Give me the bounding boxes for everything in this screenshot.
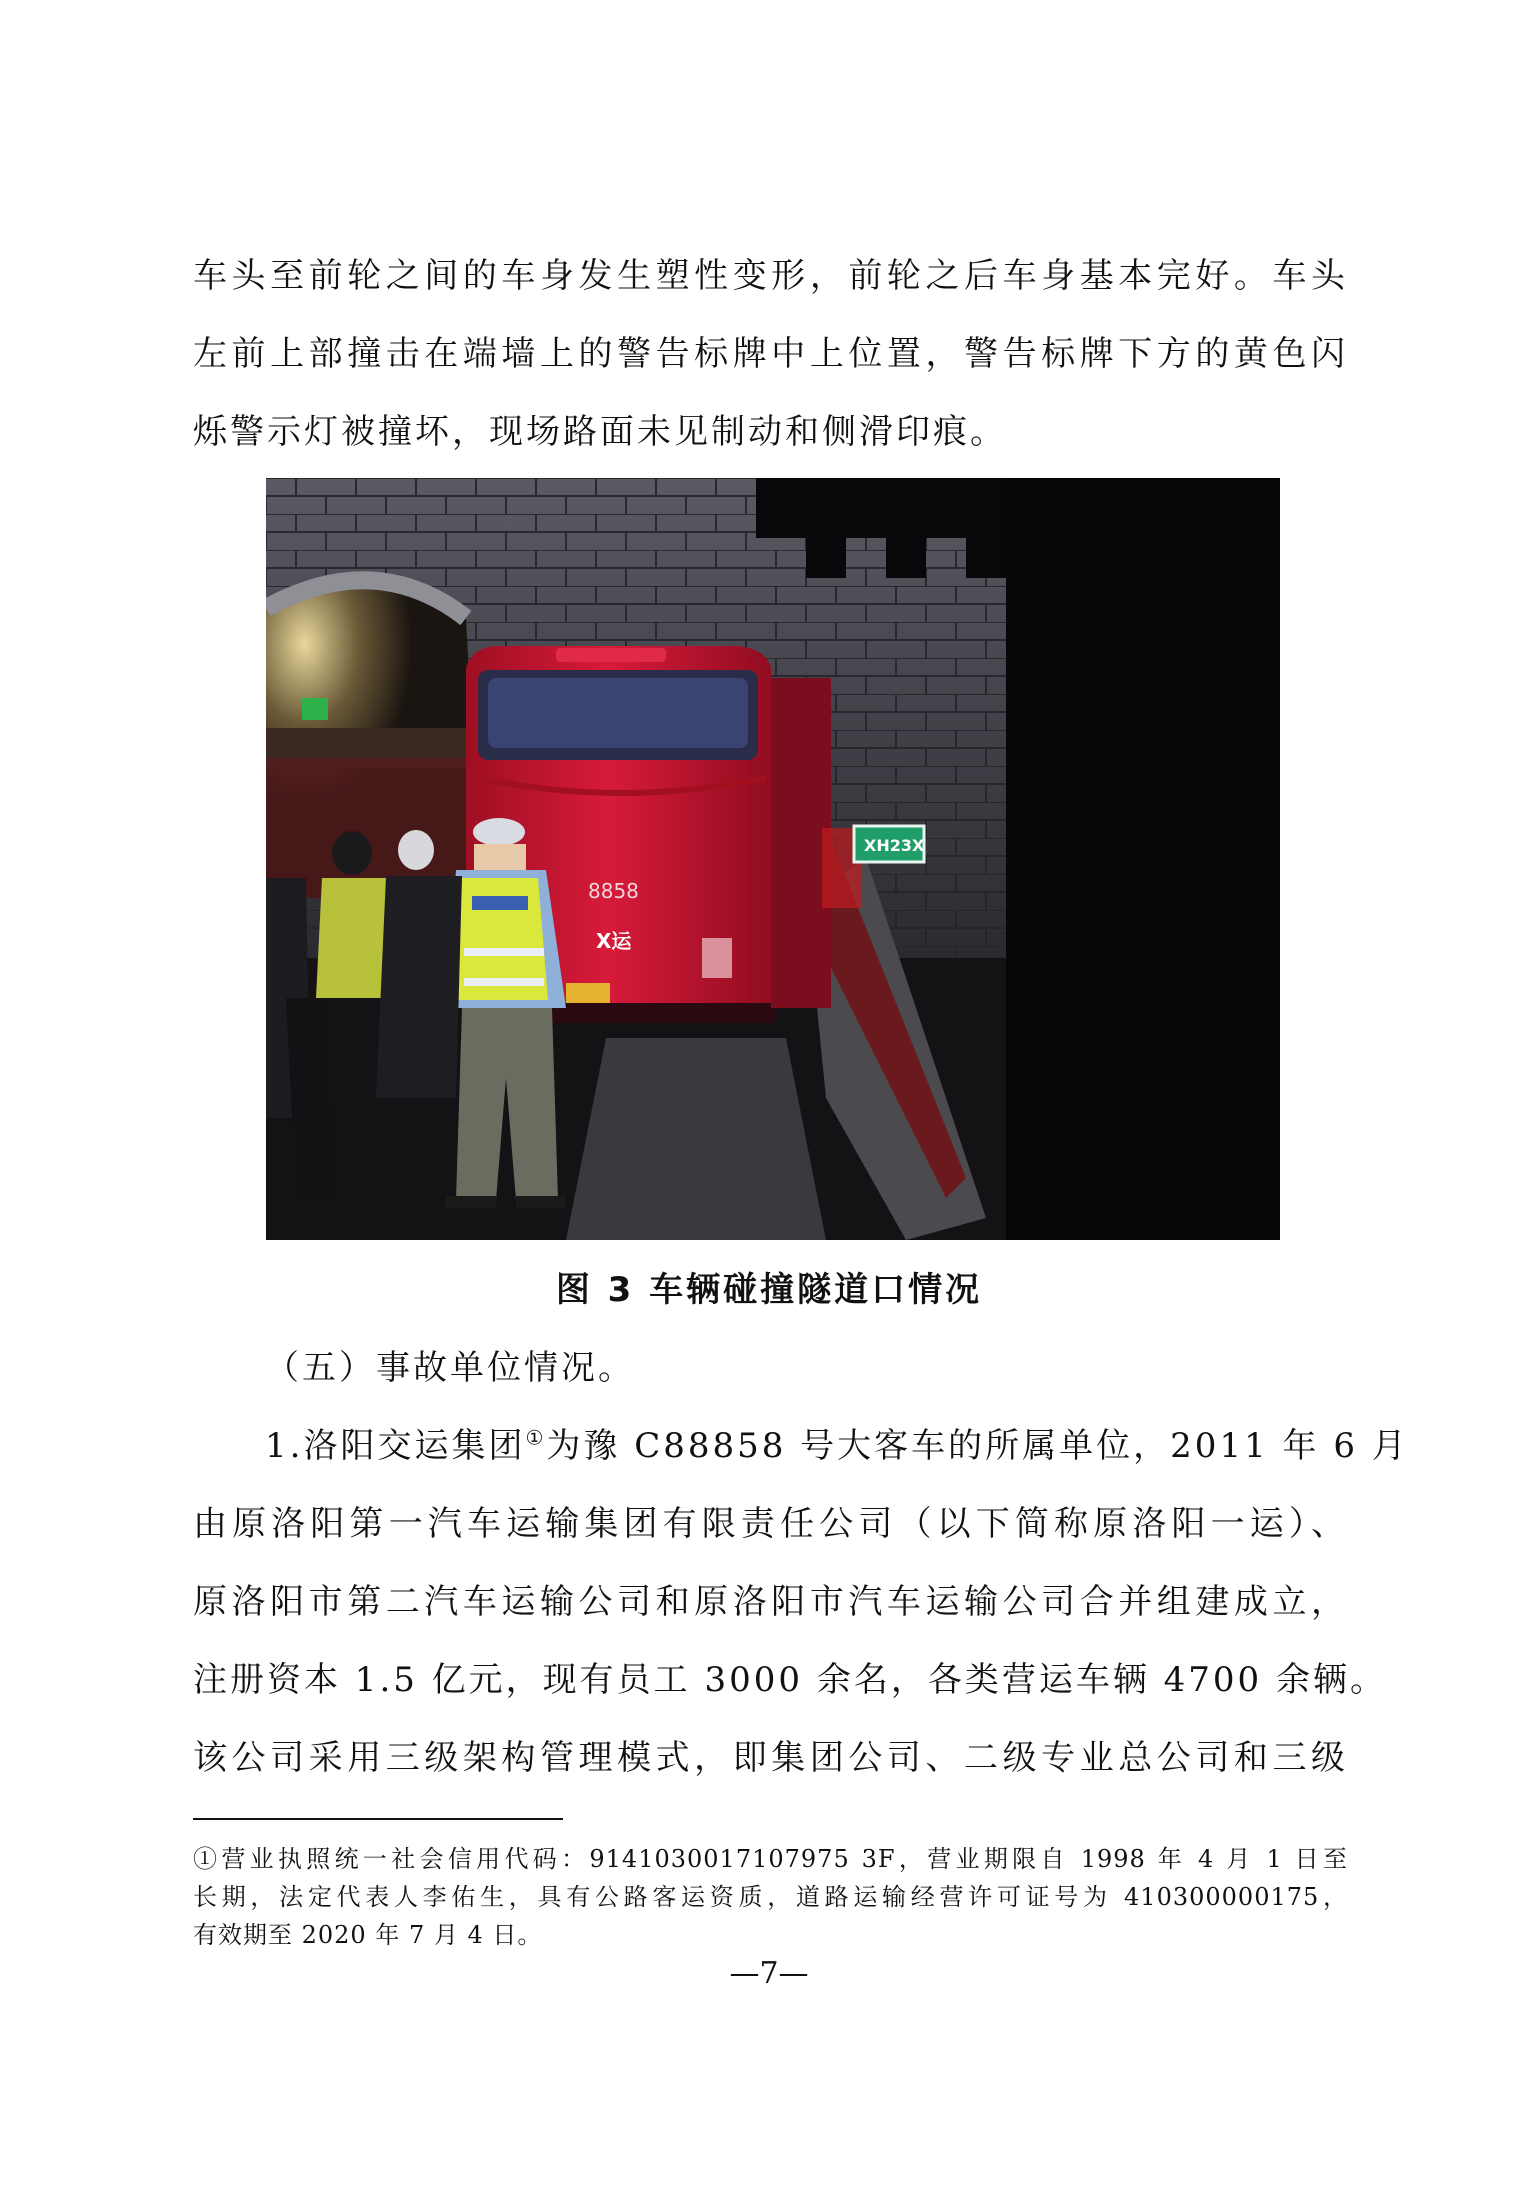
body-line: 车头至前轮之间的车身发生塑性变形，前轮之后车身基本完好。车头 <box>193 256 1348 296</box>
footnote-divider <box>193 1818 563 1820</box>
body-text-segment: 为豫 C88858 号大客车的所属单位，2011 年 6 月 <box>546 1426 1409 1466</box>
body-line: 烁警示灯被撞坏，现场路面未见制动和侧滑印痕。 <box>193 412 1007 452</box>
body-line <box>265 1418 1409 1467</box>
sign-text: XH23X <box>864 836 925 855</box>
footnote-line: 长期，法定代表人李佑生，具有公路客运资质，道路运输经营许可证号为 410300000175， <box>193 1883 1348 1911</box>
accident-photo <box>266 478 1280 1240</box>
body-line: 由原洛阳第一汽车运输集团有限责任公司（以下简称原洛阳一运）、 <box>193 1504 1348 1544</box>
footnote-marker: ① <box>525 1425 547 1450</box>
section-heading: （五）事故单位情况。 <box>265 1348 635 1388</box>
figure-caption: 图 3 车辆碰撞隧道口情况 <box>555 1270 983 1310</box>
body-line: 原洛阳市第二汽车运输公司和原洛阳市汽车运输公司合并组建成立， <box>193 1582 1348 1622</box>
footnote-line: 有效期至 2020 年 7 月 4 日。 <box>193 1921 543 1949</box>
body-text-segment: 1.洛阳交运集团 <box>265 1426 526 1466</box>
bus-plate-text: 8858 <box>588 879 639 903</box>
body-line: 该公司采用三级架构管理模式，即集团公司、二级专业总公司和三级 <box>193 1738 1348 1778</box>
page-number: —7— <box>729 1956 809 1991</box>
footnote-line: ①营业执照统一社会信用代码：9141030017107975 3F，营业期限自 1998 年 4 月 1 日至 <box>193 1845 1348 1873</box>
body-line: 左前上部撞击在端墙上的警告标牌中上位置，警告标牌下方的黄色闪 <box>193 334 1348 374</box>
body-line: 注册资本 1.5 亿元，现有员工 3000 余名，各类营运车辆 4700 余辆。 <box>193 1660 1387 1700</box>
bus-brand-text: X运 <box>596 929 632 953</box>
